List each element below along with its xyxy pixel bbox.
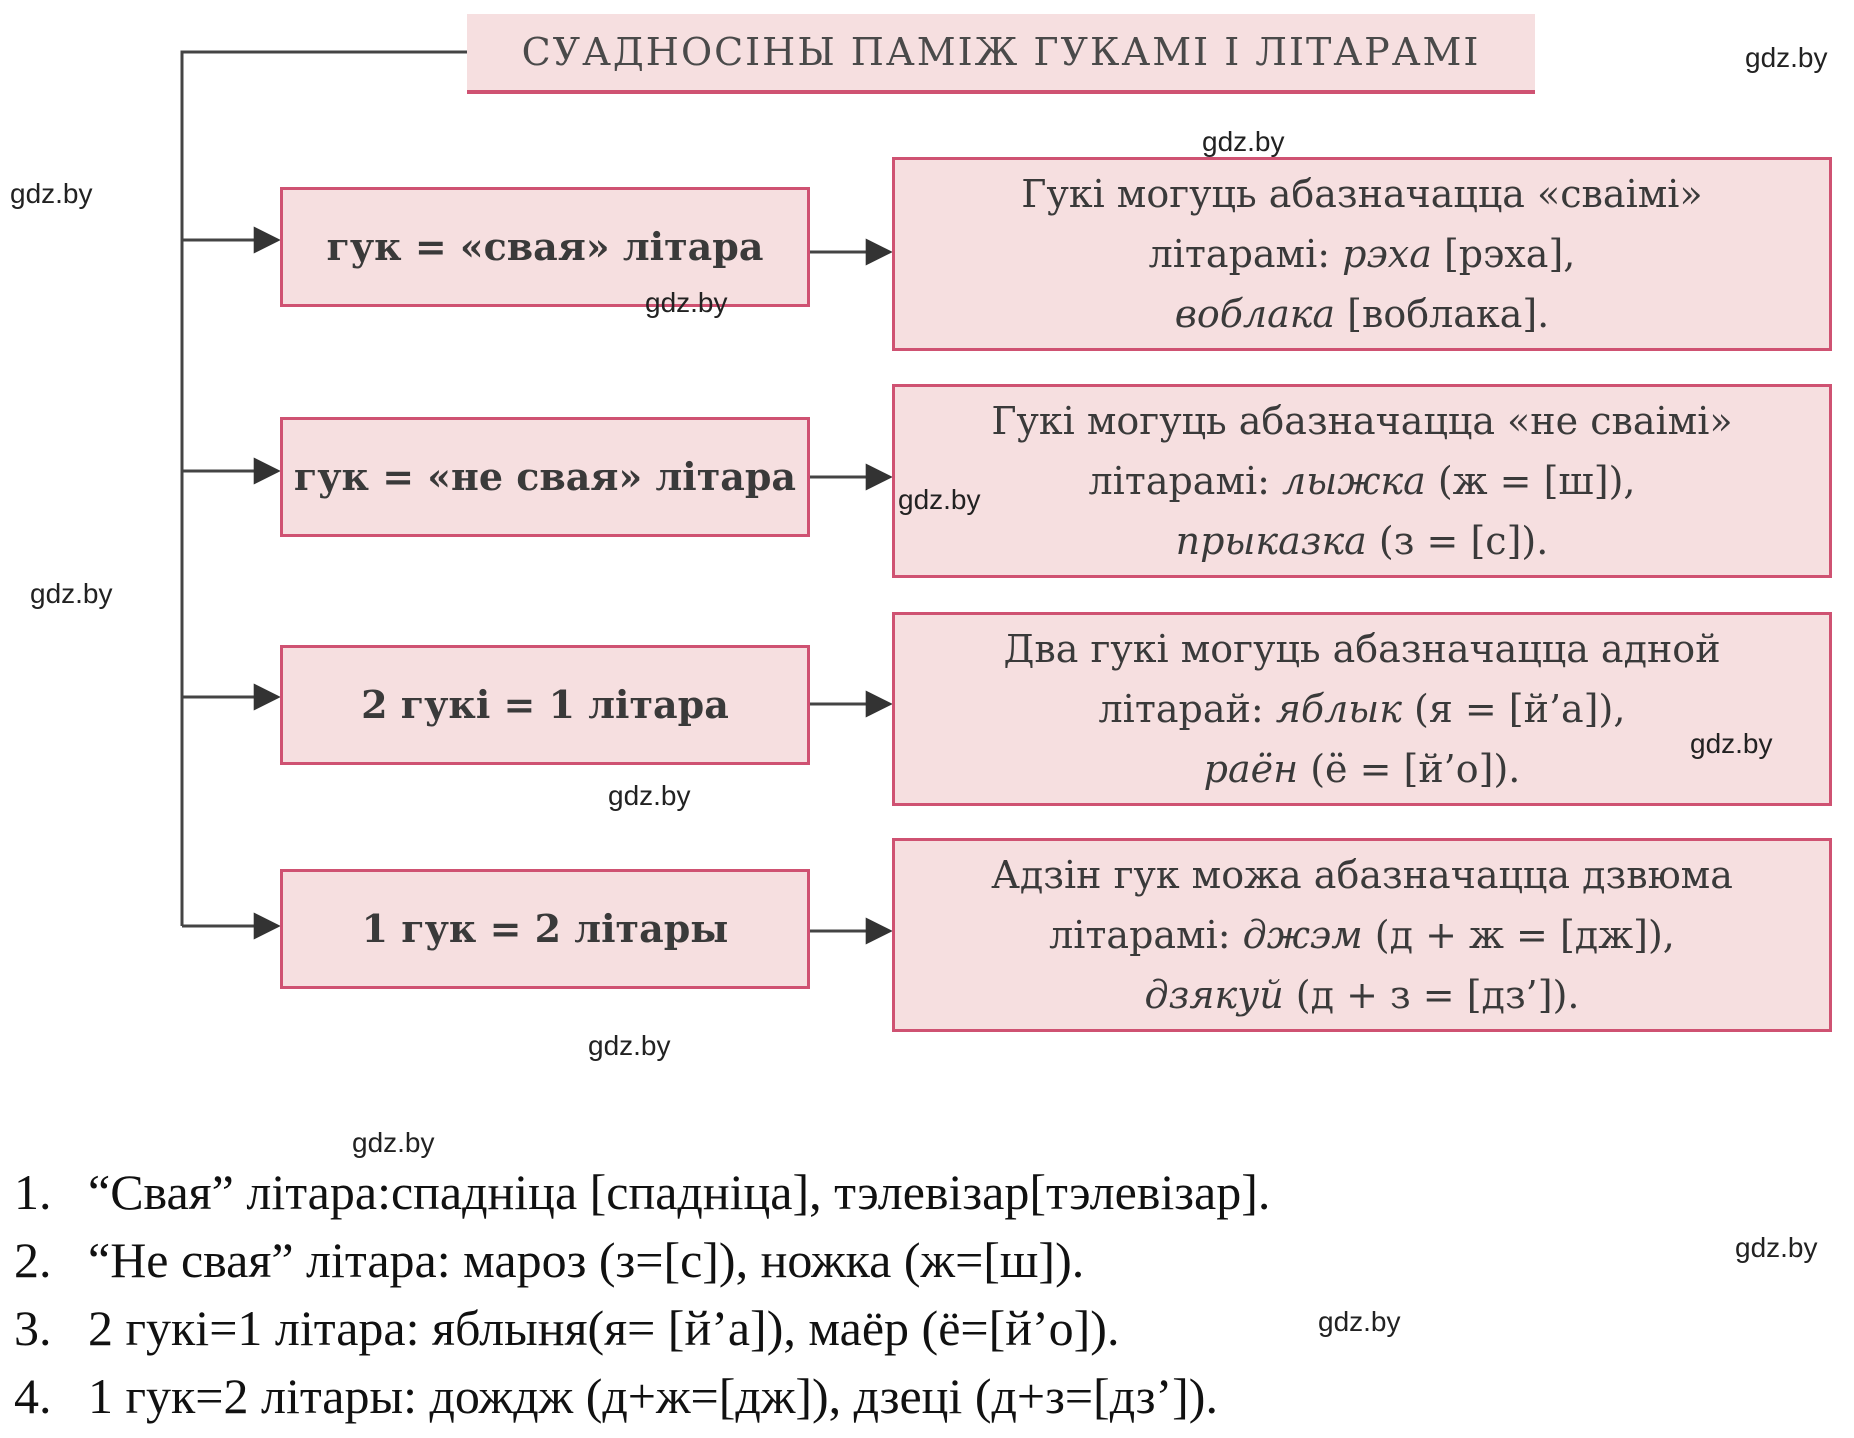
- watermark: gdz.by: [10, 178, 93, 209]
- example-word: джэм: [1242, 913, 1363, 957]
- answer-number: 4.: [14, 1368, 52, 1424]
- example-word: яблык: [1275, 687, 1402, 731]
- example-note: (ё = [й’о]).: [1298, 747, 1521, 791]
- answer-item: [14, 1362, 1270, 1430]
- answer-number: 1.: [14, 1164, 52, 1220]
- watermark: gdz.by: [1745, 42, 1828, 73]
- watermark: gdz.by: [588, 1030, 671, 1061]
- example-word: дзякуй: [1144, 973, 1284, 1017]
- example-word: лыжка: [1282, 459, 1426, 503]
- watermark: gdz.by: [1202, 126, 1285, 157]
- explanation-text: літарамі:: [1088, 459, 1283, 503]
- answers-list: [14, 1158, 1270, 1430]
- explanation-line: Два гукі могуць абазначацца адной: [1003, 627, 1721, 671]
- answer-number: 3.: [14, 1300, 52, 1356]
- answer-text: 1 гук=2 літары: дождж (д+ж=[дж]), дзеці (д+з=[дз’]).: [88, 1368, 1218, 1424]
- example-note: (д + ж = [дж]),: [1362, 913, 1675, 957]
- explanation-text: літарай:: [1098, 687, 1276, 731]
- answer-number: 2.: [14, 1232, 52, 1288]
- watermark: gdz.by: [30, 578, 113, 609]
- example-note: (ж = [ш]),: [1425, 459, 1636, 503]
- example-word: раён: [1203, 747, 1299, 791]
- answer-text: 2 гукі=1 літара: яблыня(я= [й’а]), маёр (ё=[й’о]).: [88, 1300, 1120, 1356]
- watermark: gdz.by: [1735, 1232, 1818, 1263]
- category-box-4: 1 гук = 2 літары: [280, 869, 810, 989]
- example-word: воблака: [1174, 292, 1336, 336]
- answer-item: [14, 1226, 1270, 1294]
- answer-item: [14, 1158, 1270, 1226]
- category-box-3: 2 гукі = 1 літара: [280, 645, 810, 765]
- explanation-text: літарамі:: [1148, 232, 1343, 276]
- explanation-line: Адзін гук можа абазначацца дзвюма: [991, 853, 1733, 897]
- explanation-box-1: [892, 157, 1832, 351]
- example-note: [рэха],: [1431, 232, 1576, 276]
- example-word: рэха: [1342, 232, 1432, 276]
- explanation-line: Гукі могуць абазначацца «сваімі»: [1021, 172, 1703, 216]
- answer-text: “Свая” літара:спадніца [спадніца], тэлевізар[тэлевізар].: [88, 1164, 1271, 1220]
- explanation-line: Гукі могуць абазначацца «не сваімі»: [991, 399, 1733, 443]
- example-note: [воблака].: [1335, 292, 1550, 336]
- watermark: gdz.by: [898, 484, 981, 515]
- explanation-text: літарамі:: [1049, 913, 1243, 957]
- category-box-2: гук = «не свая» літара: [280, 417, 810, 537]
- example-note: (д + з = [дз’]).: [1283, 973, 1580, 1017]
- watermark: gdz.by: [1318, 1306, 1401, 1337]
- explanation-box-4: [892, 838, 1832, 1032]
- explanation-box-3: [892, 612, 1832, 806]
- example-note: (з = [с]).: [1366, 519, 1549, 563]
- explanation-box-2: [892, 384, 1832, 578]
- diagram-title: СУАДНОСІНЫ ПАМІЖ ГУКАМІ І ЛІТАРАМІ: [467, 14, 1535, 94]
- category-box-1: гук = «свая» літара: [280, 187, 810, 307]
- example-word: прыказка: [1175, 519, 1367, 563]
- watermark: gdz.by: [352, 1127, 435, 1158]
- watermark: gdz.by: [645, 287, 728, 318]
- watermark: gdz.by: [608, 780, 691, 811]
- example-note: (я = [й’а]),: [1401, 687, 1626, 731]
- answer-item: [14, 1294, 1270, 1362]
- answer-text: “Не свая” літара: мароз (з=[с]), ножка (ж=[ш]).: [88, 1232, 1085, 1288]
- watermark: gdz.by: [1690, 728, 1773, 759]
